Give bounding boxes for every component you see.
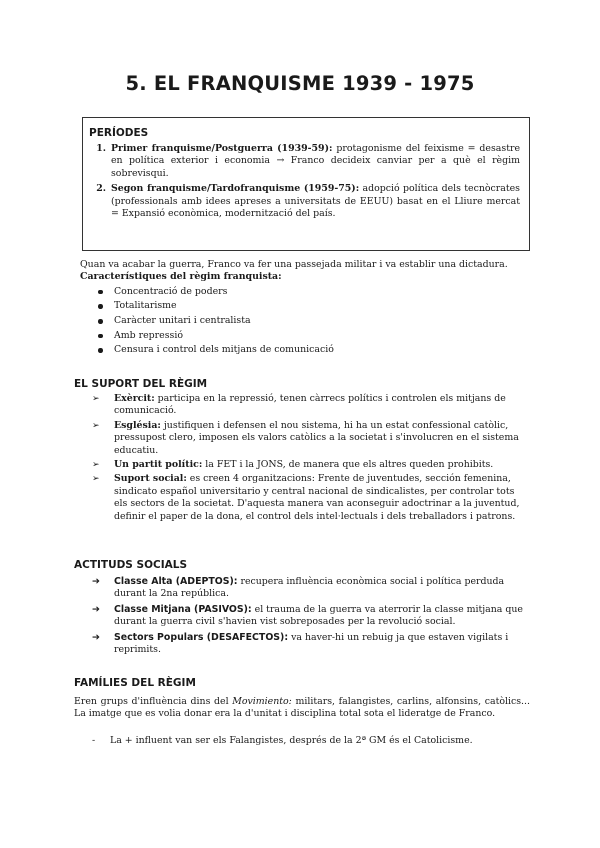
list-item	[92, 420, 530, 457]
list-item-text	[114, 576, 530, 601]
period-item	[89, 143, 520, 180]
intro-section	[80, 259, 530, 358]
list-item	[92, 473, 530, 523]
intro-text: Quan va acabar la guerra, Franco va fer una passejada militar i va establir una dictadura.	[80, 259, 508, 270]
bullet-icon	[98, 290, 103, 295]
item-description: recupera influència econòmica social i política perduda durant la 2na república.	[114, 576, 505, 600]
bullet-icon	[98, 319, 103, 324]
families-dash-item	[92, 735, 530, 747]
item-label: Un partit polític:	[114, 459, 203, 471]
item-label: Exèrcit:	[114, 393, 155, 404]
arrowhead-icon: ➢	[92, 394, 100, 404]
paragraph-text: Eren grups d'influència dins del	[74, 696, 233, 707]
item-description: la FET i la JONS, de manera que els altres queden prohibits.	[202, 459, 494, 471]
list-item	[92, 459, 530, 471]
item-label: Sectors Populars (DESAFECTOS):	[114, 631, 289, 643]
item-label: Suport social:	[114, 473, 187, 485]
dash-icon: -	[92, 735, 96, 746]
period-description: adopció política dels tecnòcrates (professionals amb idees apreses a universitats de EEUU) basat en el Lliure mercat = Expansió econòmica, modernització del país.	[111, 183, 520, 220]
bullet-icon	[98, 348, 103, 353]
paragraph-text: militars, falangistes, carlins, alfonsins, catòlics... La imatge que es volia donar era la d'unitat i disciplina total sota el lideratge de Franco.	[74, 696, 531, 720]
period-number: 2.	[96, 183, 106, 195]
bullet-icon	[98, 334, 103, 339]
list-item-text: La + influent van ser els Falangistes, després de la 2ª GM és el Catolicisme.	[110, 735, 473, 746]
item-description: es creen 4 organitzacions: Frente de juventudes, sección femenina, sindicato español universitario y central nacional de sindicalistes, per controlar tots els sectors de la societat. D'aquesta manera van aconseguir adoctrinar a la juventud, definir el paper de la dona, el control dels intel·lectuals i dels treballadors i patrons.	[114, 473, 520, 522]
list-item-text	[114, 473, 530, 523]
item-description: el trauma de la guerra va aterrorir la classe mitjana que durant la guerra civil s'havien vist sobreposades per la revolució social.	[114, 603, 523, 628]
arrow-right-icon: ➔	[92, 576, 100, 587]
periods-heading: PERÍODES	[89, 127, 149, 139]
period-label: Segon franquisme/Tardofranquisme (1959-75):	[111, 183, 360, 195]
bullet-icon	[98, 304, 103, 309]
list-item-text: Caràcter unitari i centralista	[114, 315, 251, 326]
item-label: Classe Alta (ADEPTOS):	[114, 576, 238, 587]
list-item	[80, 314, 530, 329]
arrowhead-icon: ➢	[92, 460, 100, 471]
suport-list	[92, 393, 530, 525]
list-item-text: Amb repressió	[114, 329, 183, 341]
characteristics-list	[80, 285, 530, 358]
list-item	[92, 576, 530, 601]
list-item-text: Censura i control dels mitjans de comunicació	[114, 344, 334, 356]
list-item-text: Concentració de poders	[114, 285, 228, 297]
families-heading: FAMÍLIES DEL RÈGIM	[74, 677, 196, 689]
list-item	[80, 343, 530, 358]
list-item-text	[114, 420, 530, 457]
list-item	[92, 393, 530, 418]
list-item-text	[114, 459, 530, 471]
actituds-heading: ACTITUDS SOCIALS	[74, 559, 188, 571]
list-item	[80, 329, 530, 344]
list-item-text	[114, 393, 530, 418]
item-label: Església:	[114, 419, 161, 431]
paragraph-italic-text: Movimiento:	[232, 696, 292, 707]
list-item	[80, 299, 530, 314]
arrowhead-icon: ➢	[92, 474, 100, 485]
arrowhead-icon: ➢	[92, 420, 100, 431]
period-label: Primer franquisme/Postguerra (1939-59):	[111, 143, 333, 154]
arrow-right-icon: ➔	[92, 603, 100, 615]
item-description: justifiquen i defensen el nou sistema, hi ha un estat confessional catòlic, pressupost clero, imposen els valors catòlics a la societat i s'involucren en el sistema educatiu.	[114, 419, 519, 456]
characteristics-heading: Característiques del règim franquista:	[80, 271, 282, 283]
list-item	[80, 285, 530, 300]
period-text	[111, 183, 520, 220]
item-description: va haver-hi un rebuig ja que estaven vigilats i reprimits.	[114, 631, 509, 656]
period-item	[89, 183, 520, 220]
arrow-right-icon: ➔	[92, 631, 100, 643]
item-label: Classe Mitjana (PASIVOS):	[114, 603, 252, 615]
families-paragraph	[74, 696, 530, 721]
list-item	[92, 604, 530, 629]
page-title: 5. EL FRANQUISME 1939 - 1975	[125, 72, 475, 95]
list-item-text	[114, 604, 530, 629]
item-description: participa en la repressió, tenen càrrecs polítics i controlen els mitjans de comunicació.	[114, 393, 506, 417]
suport-heading: EL SUPORT DEL RÈGIM	[74, 378, 208, 390]
period-description: protagonisme del feixisme = desastre en política exterior i economia → Franco decideix canviar per a què el règim sobrevisqui.	[111, 143, 520, 179]
list-item-text: Totalitarisme	[114, 300, 177, 312]
period-text	[111, 143, 520, 180]
actituds-list	[92, 576, 530, 659]
list-item	[92, 632, 530, 657]
period-number: 1.	[96, 143, 106, 154]
periods-box	[82, 117, 530, 251]
list-item-text	[114, 632, 530, 657]
